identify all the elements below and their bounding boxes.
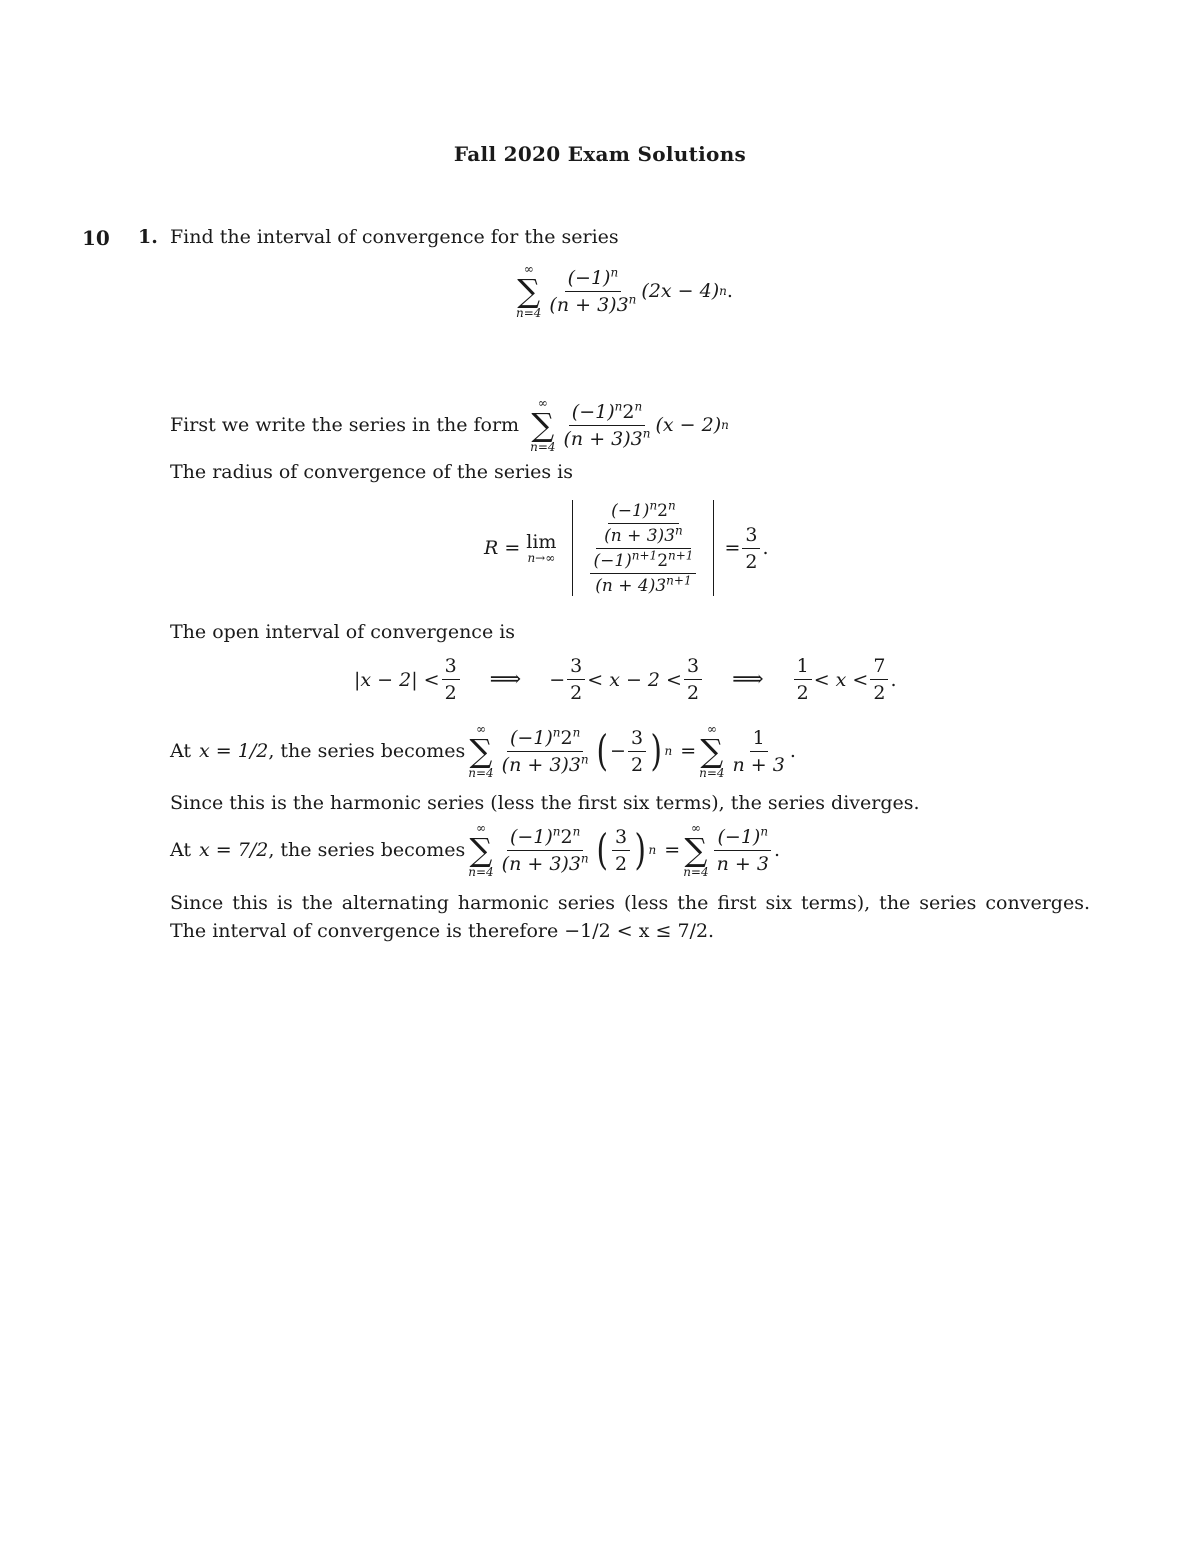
- ratio-fraction: $\frac{\frac{(-1)^n2^n}{(n + 3)3^n}}{\frac{(-1)^{n+1}2^{n+1}}{(n + 4)3^{n+1}}}$: [585, 501, 701, 596]
- radius-result: $\frac{3}{2}$: [742, 524, 760, 573]
- implies-symbol: ⟹: [732, 667, 764, 692]
- summation-symbol: ∞ ∑ n=4: [530, 396, 556, 454]
- problem-statement: Find the interval of convergence for the series: [170, 226, 619, 248]
- summation-symbol: ∞ ∑ n=4: [516, 262, 542, 320]
- problem-number: 1.: [138, 226, 158, 248]
- implies-symbol: ⟹: [489, 667, 522, 692]
- series-equation: ∞ ∑ n=4 $\frac{(-1)^n}{(n + 3)3^n}$ (2x − 4) n .: [516, 262, 733, 320]
- rewrite-text: First we write the series in the form: [170, 414, 520, 436]
- radius-equation: R = lim n→∞ $\frac{\frac{(-1)^n2^n}{(n + 3)3^n}}{\frac{(-1)^{n+1}2^{n+1}}{(n + 4)3^{n+1}}}$ = $\frac{3}{2}$ .: [484, 497, 769, 596]
- interval-inequality: |x − 2| < $\frac{3}{2}$ ⟹ − $\frac{3}{2}$ < x − 2 < $\frac{3}{2}$ ⟹ $\frac{1}{2}$ < x < $\frac{7}{2}$ .: [354, 655, 897, 704]
- alternating-conclusion: Since this is the alternating harmonic series (less the first six terms), the series converges. The interval of convergence is therefore −1/2 < x ≤ 7/2.: [170, 892, 1090, 942]
- radius-intro: The radius of convergence of the series is: [170, 461, 574, 483]
- problem-points: 10: [82, 226, 110, 250]
- harmonic-conclusion: Since this is the harmonic series (less the first six terms), the series diverges.: [170, 792, 920, 814]
- endpoint-half-line: At x = 1/2 , the series becomes ∞ ∑ n=4 $\frac{(-1)^n2^n}{(n + 3)3^n}$ ( − $\frac{3}{2}$ ) n = ∞ ∑ n=4 $\frac{1}{n + 3}$ .: [170, 722, 796, 780]
- page-title: Fall 2020 Exam Solutions: [453, 142, 747, 166]
- limit-operator: lim n→∞: [526, 531, 557, 565]
- endpoint-seven-half-line: At x = 7/2 , the series becomes ∞ ∑ n=4 $\frac{(-1)^n2^n}{(n + 3)3^n}$ ( $\frac{3}{2}$ ) n = ∞ ∑ n=4 $\frac{(-1)^n}{n + 3}$ .: [170, 821, 780, 879]
- abs-bar-left: [572, 500, 573, 596]
- summation-symbol: ∞ ∑ n=4: [468, 722, 494, 780]
- rewrite-fraction: $\frac{(-1)^n2^n}{(n + 3)3^n}$: [563, 399, 651, 450]
- rewrite-line: First we write the series in the form ∞ ∑ n=4 $\frac{(-1)^n2^n}{(n + 3)3^n}$ (x − 2) n: [170, 396, 729, 454]
- abs-bar-right: [713, 500, 714, 596]
- series-fraction: $\frac{(-1)^n}{(n + 3)3^n}$: [549, 265, 637, 316]
- open-interval-intro: The open interval of convergence is: [170, 621, 516, 643]
